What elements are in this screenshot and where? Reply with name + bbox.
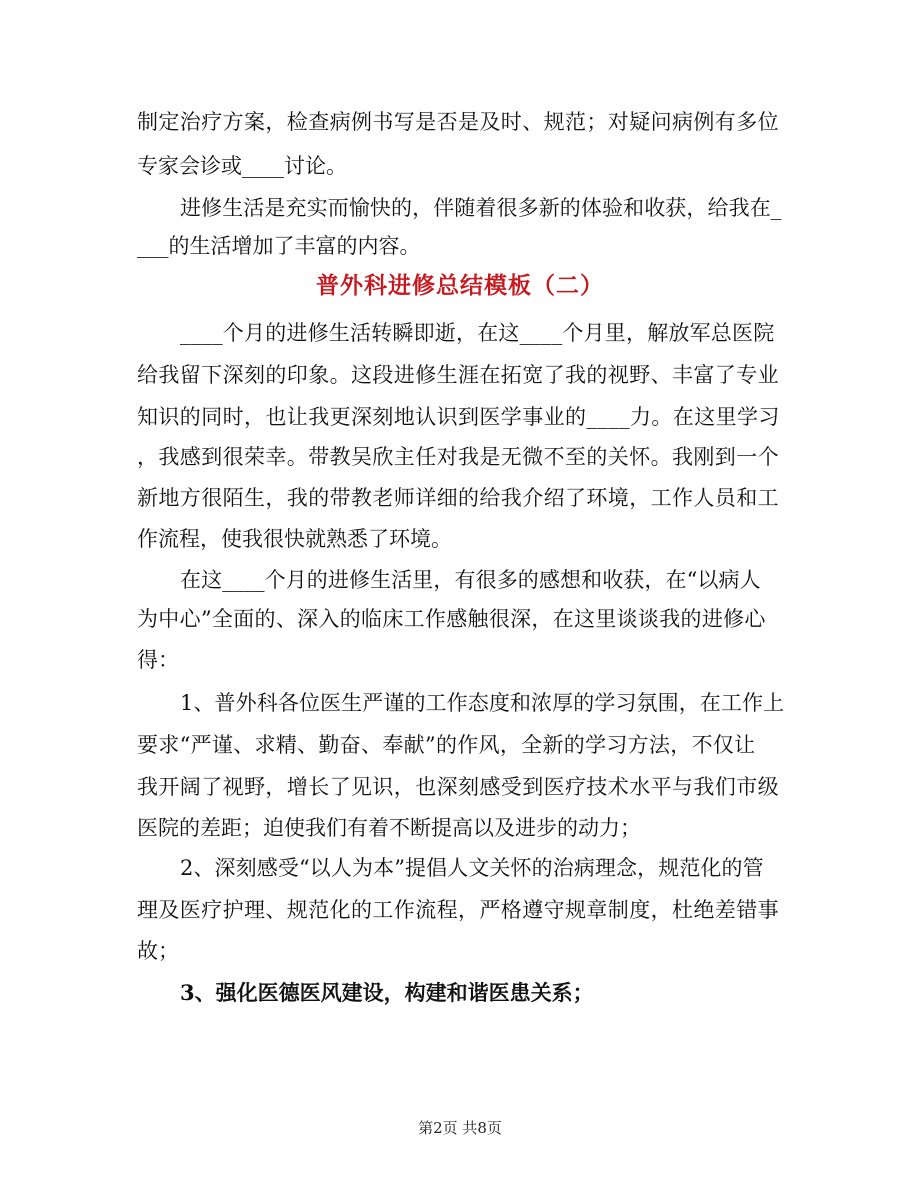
text-line: 为中心”全面的、深入的临床工作感触很深，在这里谈谈我的进修心 xyxy=(137,607,766,631)
text-line: ，我感到很荣幸。带教吴欣主任对我是无微不至的关怀。我刚到一个 xyxy=(137,445,779,469)
page-number: 第2页 共8页 xyxy=(418,1119,502,1137)
text-line: ____个月的进修生活转瞬即逝，在这____个月里，解放军总医院 xyxy=(180,321,775,345)
text-line: 专家会诊或____讨论。 xyxy=(137,154,347,178)
list-item-line: 1、普外科各位医生严谨的工作态度和浓厚的学习氛围，在工作上 xyxy=(180,691,785,715)
text-line: ___的生活增加了丰富的内容。 xyxy=(137,234,421,258)
list-item-line: 要求“严谨、求精、勤奋、奉献”的作风，全新的学习方法，不仅让 xyxy=(137,733,756,757)
text-line: 在这____个月的进修生活里，有很多的感想和收获，在“以病人 xyxy=(180,568,761,592)
text-line: 制定治疗方案，检查病例书写是否是及时、规范；对疑问病例有多位 xyxy=(137,110,779,134)
list-item-line: 故； xyxy=(137,939,179,963)
list-item-line: 医院的差距；迫使我们有着不断提高以及进步的动力； xyxy=(137,816,641,840)
text-line: 进修生活是充实而愉快的，伴随着很多新的体验和收获，给我在_ xyxy=(180,196,782,220)
text-line: 新地方很陌生，我的带教老师详细的给我介绍了环境，工作人员和工 xyxy=(137,486,779,510)
list-item-line: 理及医疗护理、规范化的工作流程，严格遵守规章制度，杜绝差错事 xyxy=(137,898,779,922)
list-item-line: 3、强化医德医风建设，构建和谐医患关系； xyxy=(180,980,594,1005)
text-line: 作流程，使我很快就熟悉了环境。 xyxy=(137,527,452,551)
text-line: 知识的同时，也让我更深刻地认识到医学事业的____力。在这里学习 xyxy=(137,405,780,429)
list-item-line: 2、深刻感受“以人为本”提倡人文关怀的治病理念，规范化的管 xyxy=(180,856,764,880)
text-line: 得： xyxy=(137,648,179,672)
text-line: 给我留下深刻的印象。这段进修生涯在拓宽了我的视野、丰富了专业 xyxy=(137,363,779,387)
list-item-line: 我开阔了视野，增长了见识，也深刻感受到医疗技术水平与我们市级 xyxy=(137,775,779,799)
section-title: 普外科进修总结模板（二） xyxy=(316,272,604,299)
